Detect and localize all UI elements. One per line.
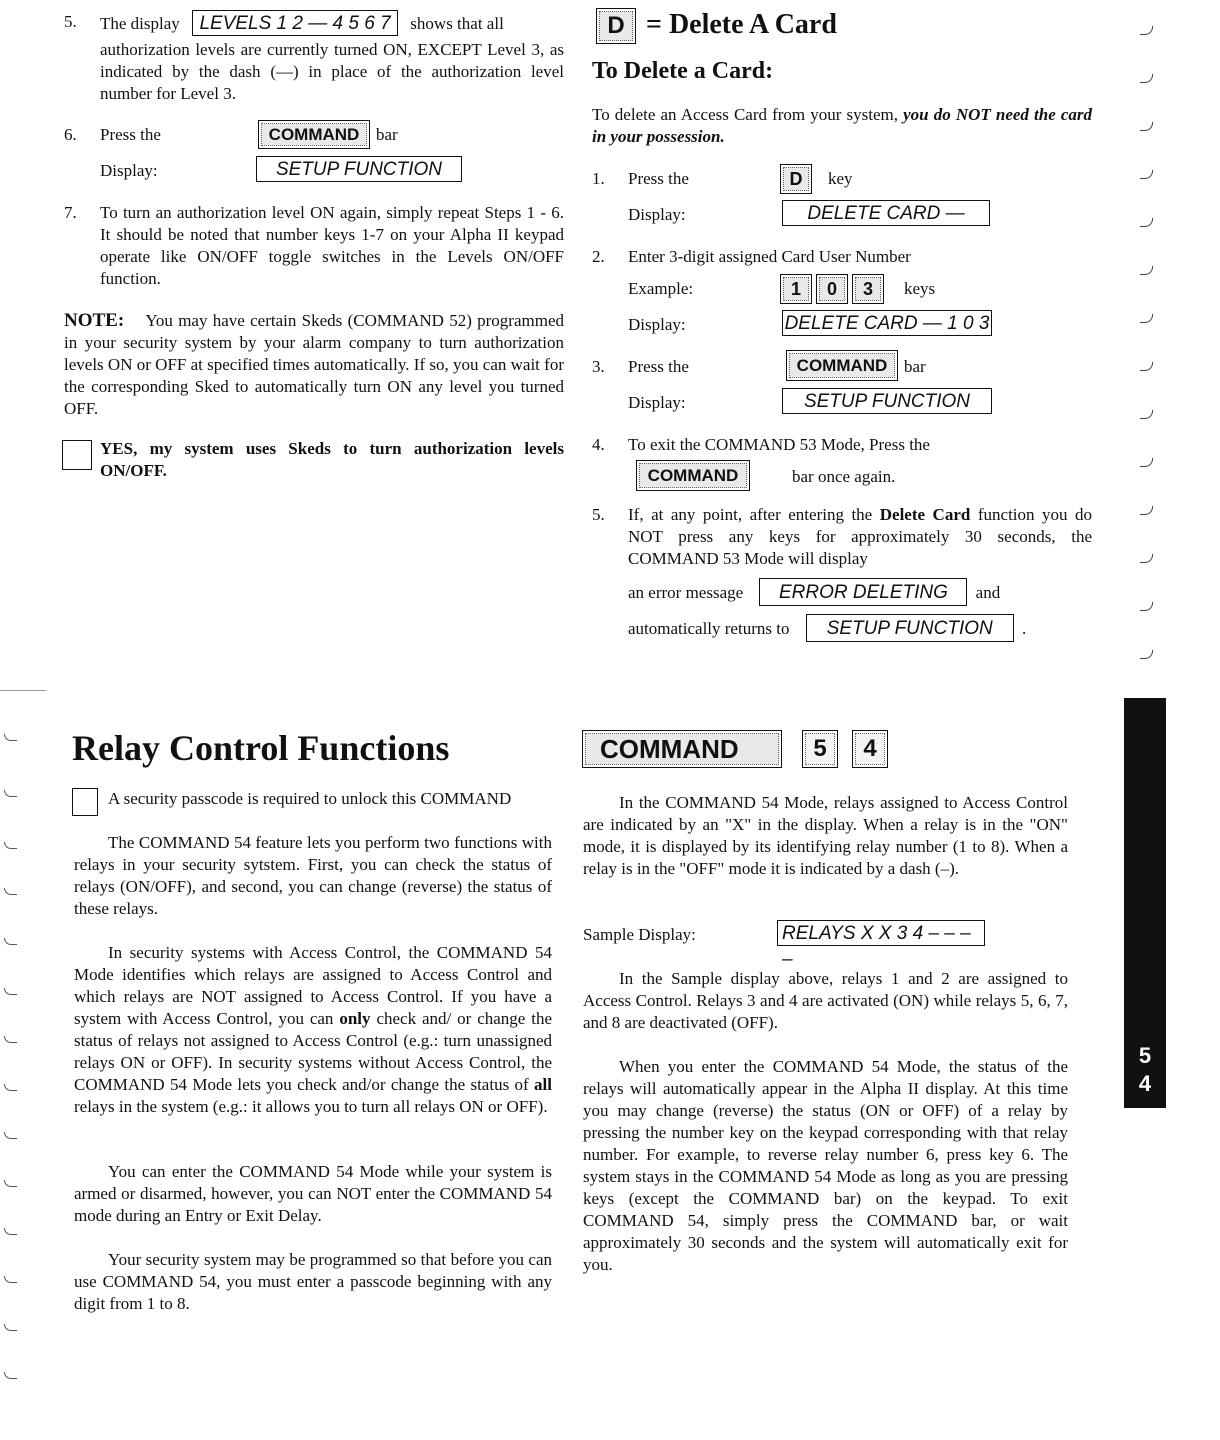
to-delete-subtitle: To Delete a Card: [592, 58, 774, 84]
relay-control-title: Relay Control Functions [72, 728, 450, 768]
command-key-step4[interactable]: COMMAND [636, 460, 750, 491]
command54-paragraph-1: In the COMMAND 54 Mode, relays assigned to Access Control are indicated by an "X" in the display. When a relay is in the "ON" mode, it is displayed by its identifying relay number (1 to 8). When a relay is in the "OFF" mode it is indicated by a dash (–). [583, 793, 1068, 878]
digit-key-1[interactable]: 1 [780, 274, 812, 304]
relay-paragraph-3: You can enter the COMMAND 54 Mode while your system is armed or disarmed, however, you can NOT enter the COMMAND 54 mode during an Entry or Exit Delay. [74, 1162, 552, 1225]
display-levels: LEVELS 1 2 — 4 5 6 7 [192, 10, 398, 36]
item-7: 7. To turn an authorization level ON again, simply repeat Steps 1 - 6. It should be noted that number keys 1-7 on your Alpha II keypad operate like ON/OFF toggle switches in the Levels ON/OFF function. [64, 203, 564, 288]
delete-card-heading: D = Delete A Card [596, 6, 1096, 46]
digit-key-0[interactable]: 0 [816, 274, 848, 304]
display-setup-function-3: SETUP FUNCTION [806, 614, 1014, 642]
display-delete-card: DELETE CARD — [782, 200, 990, 226]
sample-display: Sample Display: RELAYS X X 3 4 – – – – [583, 920, 1068, 950]
relay-paragraph-2: In security systems with Access Control, the COMMAND 54 Mode identifies which relays are assigned to Access Control and which relays are NOT assigned to Access Control. If you have a system with Access Control, you can only check and/ or change the status of relays not assigned to Access Control (e.g.: turn unassigned relays ON or OFF). In security systems without Access Control, the COMMAND 54 Mode lets you check and/or change the status of all relays in the system (e.g.: it allows you to turn all relays ON or OFF). [74, 943, 552, 1116]
command54-paragraph-2: In the Sample display above, relays 1 and 2 are assigned to Access Control. Relays 3 and 4 are activated (ON) while relays 5, 6, 7, and 8 are deactivated (OFF). [583, 969, 1068, 1032]
step-5: 5. If, at any point, after entering the Delete Card function you do NOT press any keys for approximately 30 seconds, the COMMAND 53 Mode will display an error message ERROR DELETING and automatically returns to SETUP FUNCTION . [592, 504, 1092, 644]
delete-intro: To delete an Access Card from your system, you do NOT need the card in your possession. [592, 105, 1092, 146]
margin-rule [0, 690, 46, 691]
skeds-checkbox[interactable] [62, 440, 92, 470]
display-relays: RELAYS X X 3 4 – – – – [777, 920, 985, 946]
relay-paragraph-1: The COMMAND 54 feature lets you perform two functions with relays in your security sytstem. First, you can check the status of relays (ON/OFF), and second, you can change (reverse) the status of these relays. [74, 833, 552, 918]
display-error-deleting: ERROR DELETING [759, 578, 967, 606]
command54-paragraph-3: When you enter the COMMAND 54 Mode, the status of the relays will automatically appear in the Alpha II display. At this time you may change (reverse) the status (ON or OFF) of a relay by pressing the number key on the keypad corresponding with that relay number. For example, to reverse relay number 6, press key 6. The system stays in the COMMAND 54 Mode as long as you are pressing keys (except the COMMAND bar) on the keypad. To exit COMMAND 54, simply press the COMMAND bar, or wait approximately 30 seconds and the system will automatically exit for you. [583, 1057, 1068, 1274]
display-delete-card-103: DELETE CARD — 1 0 3 [782, 310, 992, 336]
command-key-54[interactable]: COMMAND [582, 730, 782, 768]
d-key-step1[interactable]: D [780, 164, 812, 194]
command-key[interactable]: COMMAND [258, 120, 370, 149]
d-key[interactable]: D [596, 8, 636, 44]
item-5: 5. The display LEVELS 1 2 — 4 5 6 7 shows that all authorization levels are currently turned ON, EXCEPT Level 3, as indicated by the dash (—) in place of the authorization level number for Level 3. [64, 12, 564, 103]
digit-key-5[interactable]: 5 [802, 730, 838, 768]
command-54-heading [582, 730, 902, 770]
display-setup-function: SETUP FUNCTION [256, 156, 462, 182]
command-key-step3[interactable]: COMMAND [786, 350, 898, 381]
relay-paragraph-4: Your security system may be programmed so that before you can use COMMAND 54, you must enter a passcode beginning with any digit from 1 to 8. [74, 1250, 552, 1313]
note: NOTE: You may have certain Skeds (COMMAND 52) programmed in your security system by your alarm company to turn authorization levels ON or OFF at specified times automatically. If so, you can wait for the corresponding Sked to automatically turn ON any level you turned OFF. [64, 310, 565, 418]
skeds-option: YES, my system uses Skeds to turn authorization levels ON/OFF. [62, 438, 564, 482]
side-tab: 5 4 [1124, 698, 1166, 1108]
passcode-checkbox[interactable] [72, 788, 98, 816]
display-setup-function-2: SETUP FUNCTION [782, 388, 992, 414]
digit-key-4[interactable]: 4 [852, 730, 888, 768]
digit-key-3[interactable]: 3 [852, 274, 884, 304]
